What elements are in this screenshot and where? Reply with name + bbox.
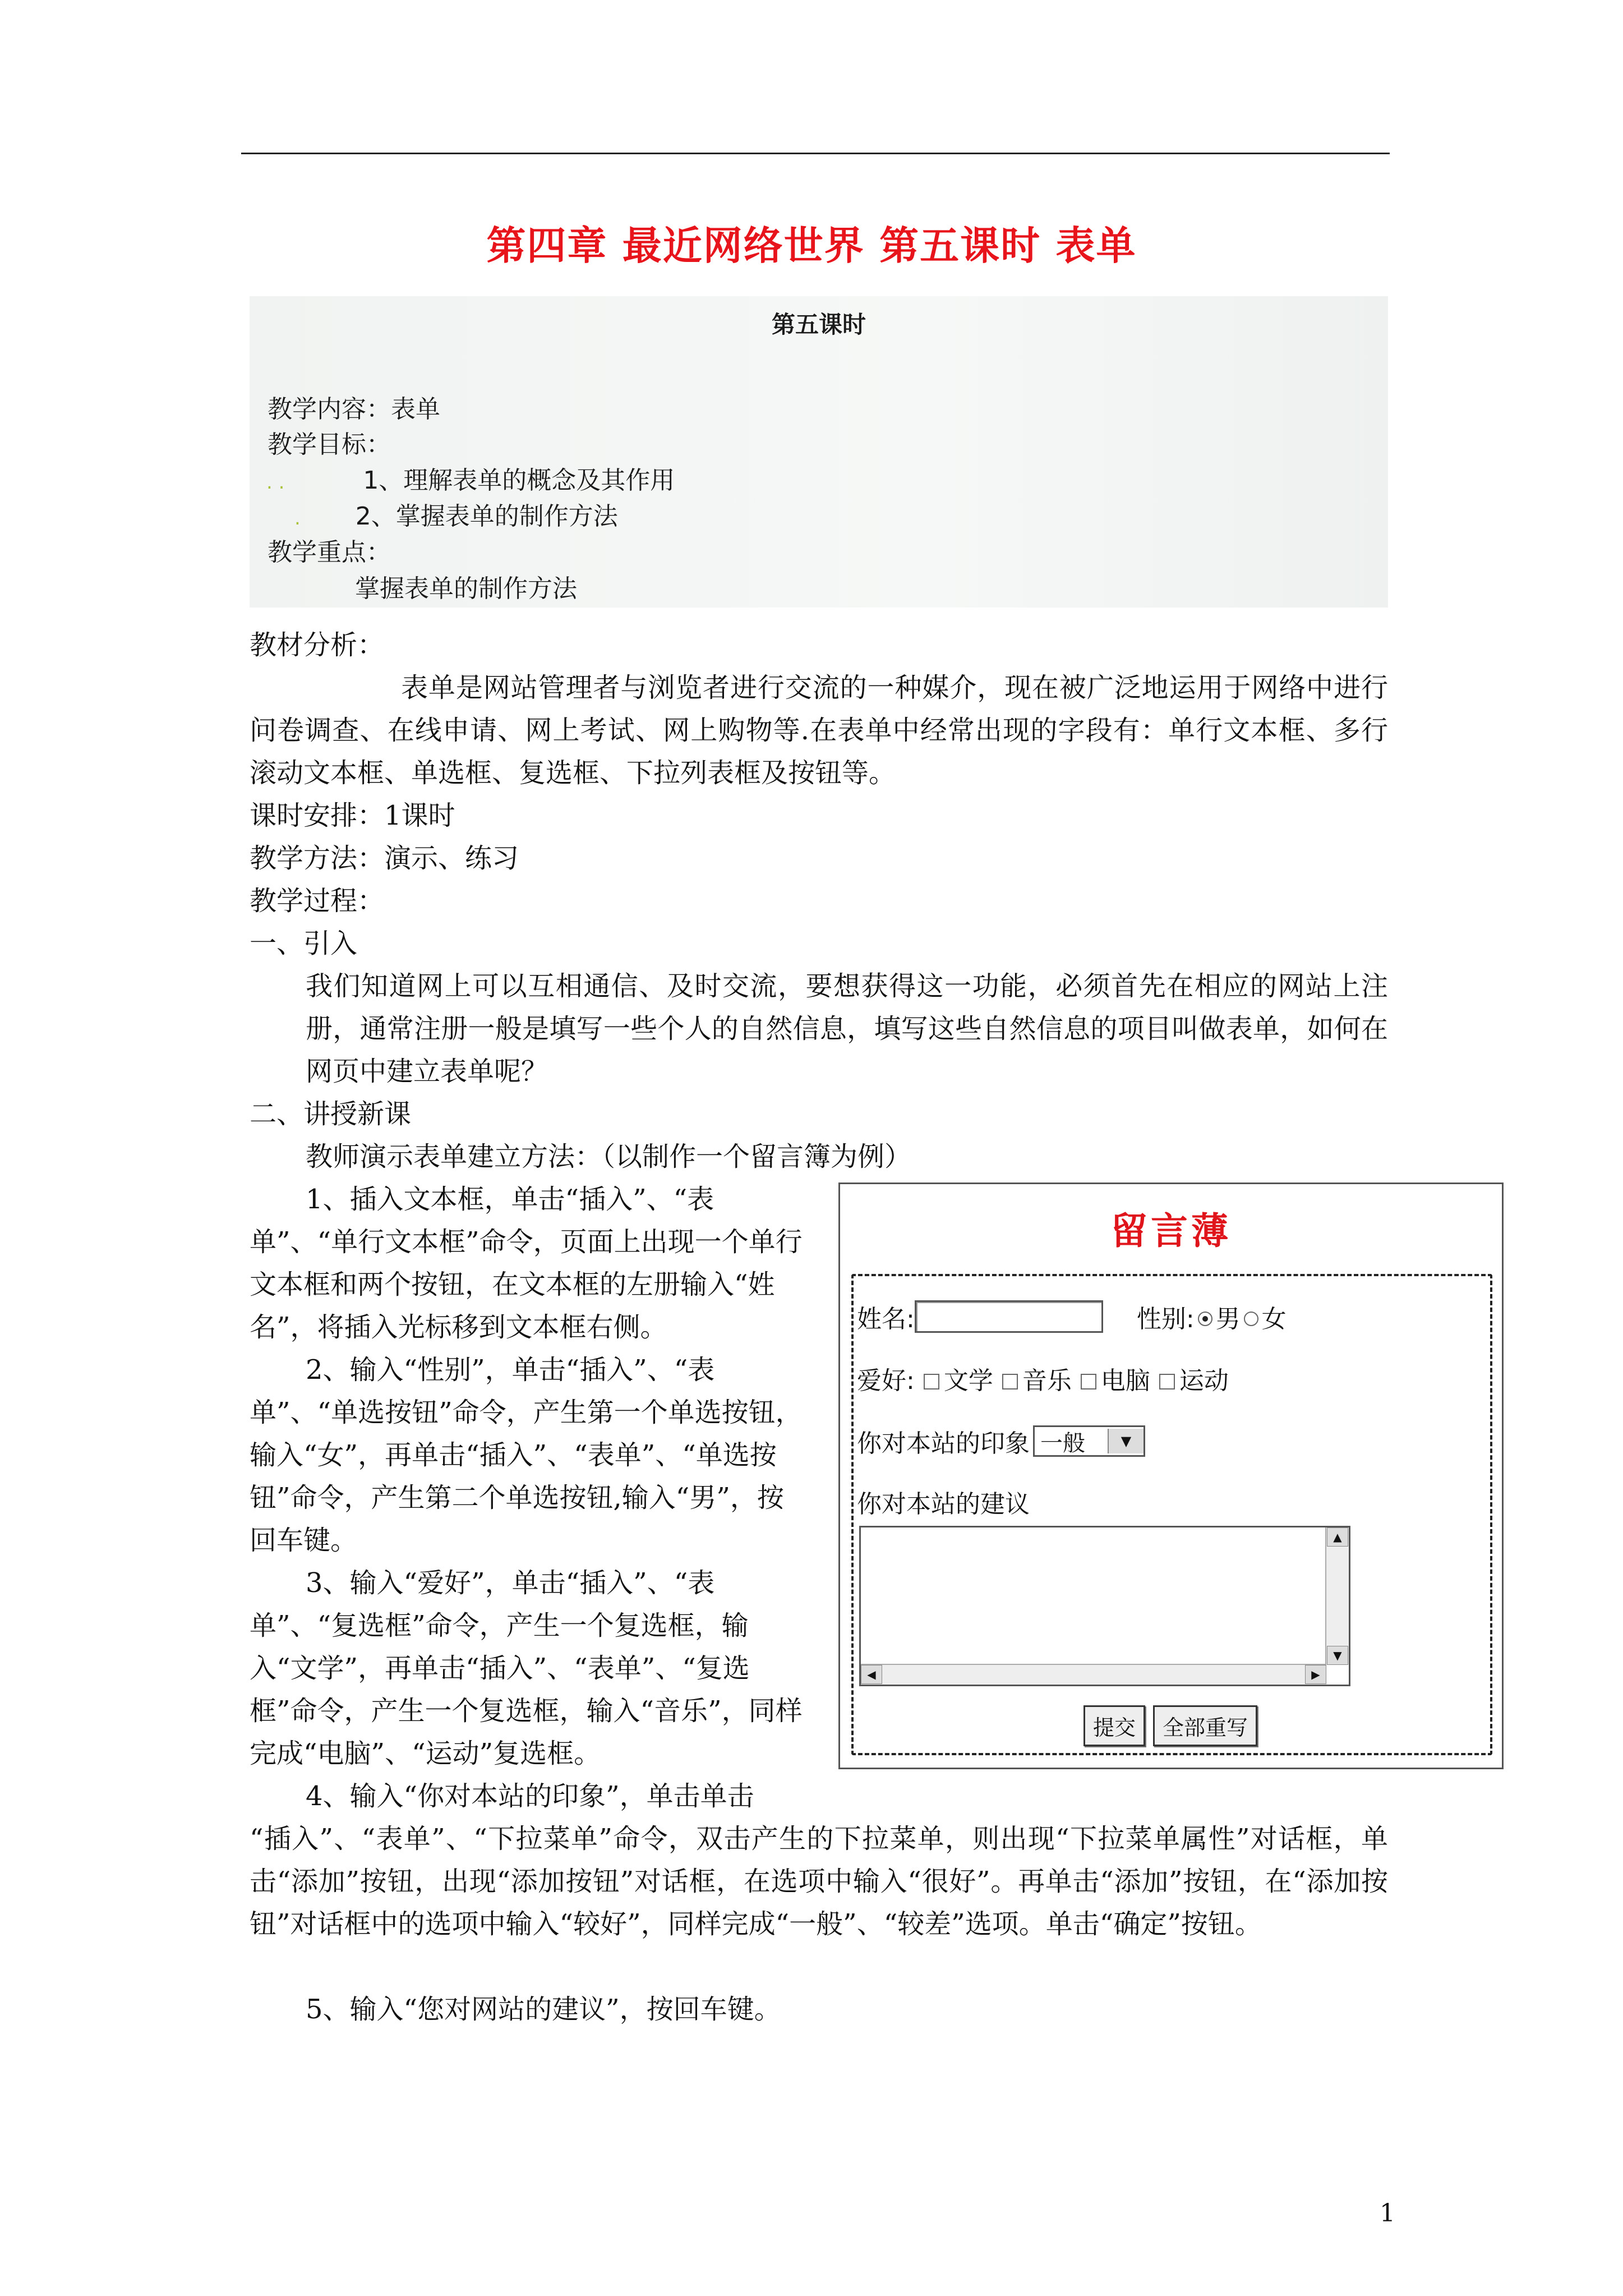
steps-left-column: [250, 1178, 810, 1818]
step-4-continuation: [250, 1818, 1388, 1945]
dropdown-arrow-icon[interactable]: ▼: [1108, 1429, 1144, 1453]
banner-content: 教学内容：表单: [268, 395, 440, 424]
scroll-right-icon[interactable]: ▶: [1305, 1665, 1326, 1684]
gender-label: 性别:: [1136, 1305, 1195, 1333]
bullet-dot: . .: [266, 471, 285, 494]
section-1-heading: 一、引入: [250, 928, 358, 959]
gender-female-label: 女: [1261, 1305, 1287, 1333]
section-1-paragraph: [306, 965, 1388, 1093]
banner-objective-2-row: [294, 496, 618, 532]
suggestion-label: 你对本站的建议: [857, 1490, 1030, 1519]
banner-objective-1: 1、理解表单的概念及其作用: [363, 466, 675, 495]
bullet-dot: .: [294, 507, 301, 530]
hobby-sports: 运动: [1179, 1366, 1229, 1395]
impression-label: 你对本站的印象: [857, 1429, 1030, 1458]
step-1: 1、插入文本框，单击“插入”、“表单”、“单行文本框”命令，页面上出现一个单行文本框和两个按钮，在文本框的左册输入“姓名”，将插入光标移到文本框右侧。: [250, 1184, 803, 1343]
name-label: 姓名:: [857, 1305, 915, 1333]
banner-heading: 第五课时: [771, 311, 866, 338]
process-label: 教学过程：: [250, 885, 385, 917]
checkbox-music[interactable]: [1002, 1374, 1018, 1389]
step-4-rest: “插入”、“表单”、“下拉菜单”命令，双击产生的下拉菜单，则出现“下拉菜单属性”对话框，单击“添加”按钮，出现“添加按钮”对话框，在选项中输入“很好”。再单击“添加”按钮，在“添加按钮”对话框中的选项中输入“较好”，同样完成“一般”、“较差”选项。单击“确定”按钮。: [250, 1823, 1388, 1940]
analysis-text: 表单是网站管理者与浏览者进行交流的一种媒介，现在被广泛地运用于网络中进行问卷调查、在线申请、网上考试、网上购物等.在表单中经常出现的字段有：单行文本框、多行滚动文本框、单选框、复选框、下拉列表框及按钮等。: [250, 672, 1388, 789]
step-5: 5、输入“您对网站的建议”，按回车键。: [306, 1994, 781, 2025]
scroll-left-icon[interactable]: ◀: [861, 1665, 882, 1684]
scroll-up-icon[interactable]: ▲: [1327, 1527, 1348, 1547]
radio-female[interactable]: [1244, 1312, 1258, 1326]
banner-key-label: 教学重点：: [268, 538, 391, 567]
schedule: 课时安排：1课时: [250, 800, 455, 831]
radio-male[interactable]: [1198, 1312, 1212, 1326]
hobby-literature: 文学: [943, 1366, 993, 1395]
step-3: 3、输入“爱好”，单击“插入”、“表单”、“复选框”命令，产生一个复选框，输入“文学”，再单击“插入”、“表单”、“复选框”命令，产生一个复选框，输入“音乐”，同样完成“电脑”、“运动”复选框。: [250, 1567, 803, 1769]
guestbook-fieldset: [851, 1274, 1492, 1755]
demo-intro: 教师演示表单建立方法：（以制作一个留言簿为例）: [306, 1141, 912, 1172]
analysis-paragraph: [250, 666, 1388, 794]
hobby-label: 爱好:: [857, 1366, 915, 1395]
horizontal-scrollbar[interactable]: [861, 1664, 1326, 1685]
banner-objectives-label: 教学目标：: [268, 430, 391, 459]
hobby-computer: 电脑: [1100, 1366, 1150, 1395]
checkbox-computer[interactable]: [1081, 1374, 1096, 1389]
impression-value: 一般: [1040, 1430, 1085, 1456]
suggestion-textarea[interactable]: [859, 1526, 1350, 1686]
scroll-down-icon[interactable]: ▼: [1327, 1646, 1348, 1665]
name-gender-row: [857, 1299, 1287, 1335]
page-number: 1: [1380, 2199, 1395, 2228]
banner-objective-2: 2、掌握表单的制作方法: [355, 502, 618, 531]
submit-button[interactable]: 提交: [1083, 1705, 1145, 1746]
impression-row: [857, 1423, 1145, 1459]
checkbox-literature[interactable]: [924, 1374, 939, 1389]
reset-button[interactable]: 全部重写: [1153, 1705, 1257, 1746]
checkbox-sports[interactable]: [1159, 1374, 1175, 1389]
header-rule: [241, 153, 1390, 154]
banner-objective-1-row: [266, 460, 675, 496]
page-title: 第四章 最近网络世界 第五课时 表单: [486, 222, 1137, 269]
hobby-row: [857, 1360, 1229, 1396]
banner-key-point: 掌握表单的制作方法: [355, 574, 577, 603]
impression-select[interactable]: [1033, 1425, 1145, 1457]
analysis-label: 教材分析：: [250, 629, 385, 661]
section-1-text: 我们知道网上可以互相通信、及时交流，要想获得这一功能，必须首先在相应的网站上注册，通常注册一般是填写一些个人的自然信息，填写这些自然信息的项目叫做表单，如何在网页中建立表单呢？: [306, 970, 1388, 1087]
step-2: 2、输入“性别”，单击“插入”、“表单”、“单选按钮”命令，产生第一个单选按钮，输入“女”，再单击“插入”、“表单”、“单选按钮”命令，产生第二个单选按钮,输入“男”，按回车键。: [250, 1354, 803, 1556]
teaching-method: 教学方法：演示、练习: [250, 843, 519, 874]
gender-male-label: 男: [1215, 1305, 1241, 1333]
guestbook-figure: [838, 1182, 1504, 1769]
name-input[interactable]: [915, 1300, 1103, 1333]
form-buttons-row: [1083, 1705, 1265, 1746]
lesson-banner-image: [250, 296, 1388, 608]
guestbook-title: 留言薄: [1110, 1209, 1232, 1253]
hobby-music: 音乐: [1022, 1366, 1072, 1395]
section-2-heading: 二、讲授新课: [250, 1098, 412, 1130]
vertical-scrollbar[interactable]: [1325, 1527, 1349, 1665]
suggestion-row: [857, 1484, 1030, 1520]
step-4-head: 4、输入“你对本站的印象”，单击单击: [306, 1780, 754, 1812]
